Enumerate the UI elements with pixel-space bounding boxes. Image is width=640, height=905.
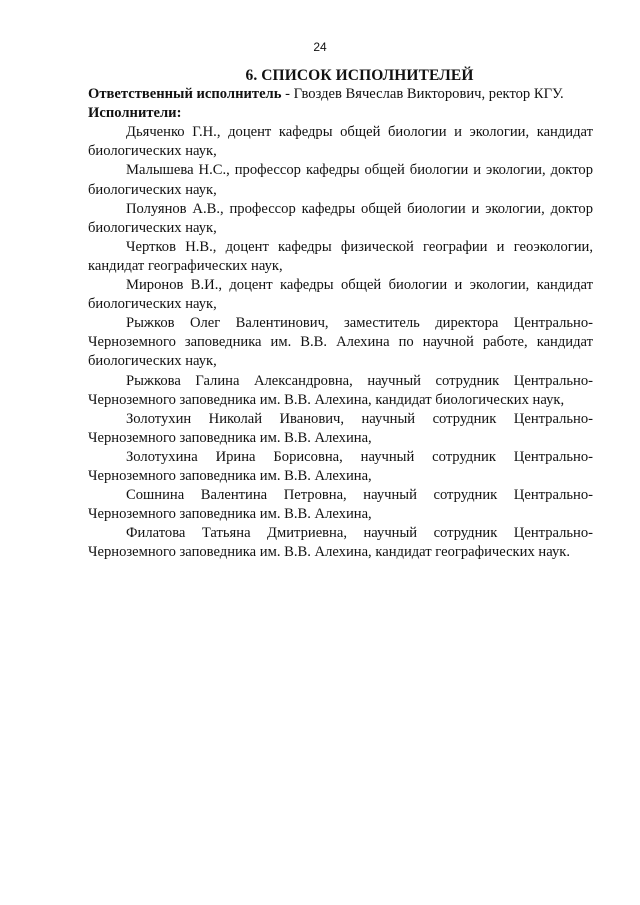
responsible-text: - Гвоздев Вячеслав Викторович, ректор КГУ. [281, 86, 564, 103]
page-number: 24 [313, 40, 327, 54]
performer-entry: Сошнина Валентина Петровна, научный сотрудник Центрально-Черноземного заповедника им. В.В. Алехина, [88, 487, 593, 523]
performer-entry: Дьяченко Г.Н., доцент кафедры общей биологии и экологии, кандидат биологических наук, [88, 124, 593, 160]
performer-entry: Миронов В.И., доцент кафедры общей биологии и экологии, кандидат биологических наук, [88, 277, 593, 313]
responsible-label: Ответственный исполнитель [88, 86, 282, 103]
performer-entry: Рыжков Олег Валентинович, заместитель директора Центрально-Черноземного заповедника им. В.В. Алехина по научной работе, кандидат биологических наук, [88, 315, 593, 370]
performer-entry: Рыжкова Галина Александровна, научный сотрудник Центрально-Черноземного заповедника им. В.В. Алехина, кандидат биологических наук, [88, 372, 593, 408]
performer-entry: Филатова Татьяна Дмитриевна, научный сотрудник Центрально-Черноземного заповедника им. В.В. Алехина, кандидат географических наук. [88, 525, 593, 561]
document-body [88, 66, 593, 562]
performer-entry: Чертков Н.В., доцент кафедры физической географии и геоэкологии, кандидат географических наук, [88, 238, 593, 274]
section-title: 6. СПИСОК ИСПОЛНИТЕЛЕЙ [245, 67, 474, 84]
performers-list [88, 123, 593, 562]
performer-entry: Малышева Н.С., профессор кафедры общей биологии и экологии, доктор биологических наук, [88, 162, 593, 198]
responsible-performer [88, 85, 593, 104]
performer-entry: Золотухин Николай Иванович, научный сотрудник Центрально-Черноземного заповедника им. В.В. Алехина, [88, 410, 593, 446]
performer-entry: Полуянов А.В., профессор кафедры общей биологии и экологии, доктор биологических наук, [88, 200, 593, 236]
performers-heading: Исполнители: [88, 105, 182, 122]
performer-entry: Золотухина Ирина Борисовна, научный сотрудник Центрально-Черноземного заповедника им. В.В. Алехина, [88, 448, 593, 484]
